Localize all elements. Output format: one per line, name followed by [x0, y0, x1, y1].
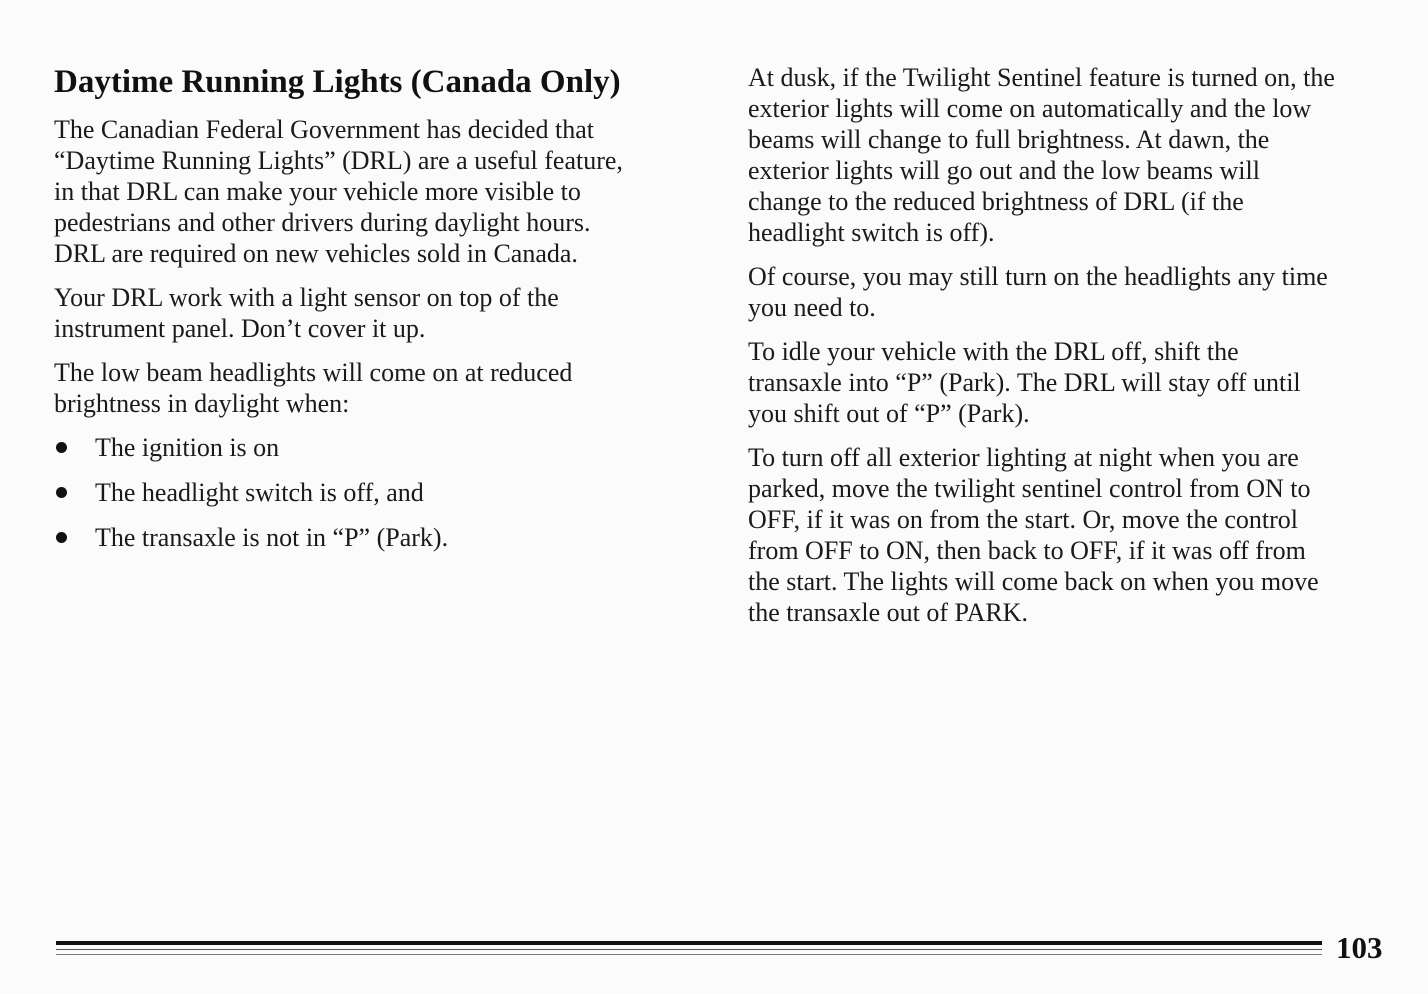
- paragraph-twilight-sentinel: At dusk, if the Twilight Sentinel feature is turned on, the exterior lights will come on automatically and the low beams will change to full brightness. At dawn, the exterior lights will go out and the low beams will change to the reduced brightness of DRL (if the headlight switch is off).: [748, 63, 1335, 247]
- list-item-text: The headlight switch is off, and: [95, 478, 424, 507]
- paragraph-light-sensor: Your DRL work with a light sensor on top of the instrument panel. Don’t cover it up.: [54, 283, 559, 343]
- footer-rule-thin: [56, 949, 1322, 950]
- paragraph-low-beam-conditions: The low beam headlights will come on at reduced brightness in daylight when:: [54, 358, 573, 418]
- footer-rule-thick: [56, 941, 1322, 945]
- bullet-icon: [56, 442, 67, 453]
- list-item-text: The ignition is on: [95, 433, 280, 462]
- footer-rule-thin: [56, 954, 1322, 955]
- page-number: 103: [1336, 930, 1383, 965]
- list-item: [54, 522, 684, 553]
- conditions-list: [54, 432, 684, 553]
- footer-rule: [56, 941, 1322, 961]
- paragraph-drl-intro: The Canadian Federal Government has decided that “Daytime Running Lights” (DRL) are a useful feature, in that DRL can make your vehicle more visible to pedestrians and other drivers during daylight hours. DRL are required on new vehicles sold in Canada.: [54, 115, 623, 268]
- paragraph-turn-off-lighting: To turn off all exterior lighting at night when you are parked, move the twilight sentinel control from ON to OFF, if it was on from the start. Or, move the control from OFF to ON, then back to OFF, if it was off from the start. The lights will come back on when you move the transaxle out of PARK.: [748, 443, 1319, 627]
- section-heading: Daytime Running Lights (Canada Only): [54, 64, 621, 100]
- paragraph-idle-drl-off: To idle your vehicle with the DRL off, shift the transaxle into “P” (Park). The DRL will stay off until you shift out of “P” (Park).: [748, 337, 1301, 428]
- list-item-text: The transaxle is not in “P” (Park).: [95, 523, 449, 552]
- right-column: [748, 62, 1396, 641]
- paragraph-headlights-any-time: Of course, you may still turn on the headlights any time you need to.: [748, 262, 1328, 322]
- bullet-icon: [56, 532, 67, 543]
- list-item: [54, 477, 684, 508]
- bullet-icon: [56, 487, 67, 498]
- list-item: [54, 432, 684, 463]
- left-column: [54, 62, 684, 567]
